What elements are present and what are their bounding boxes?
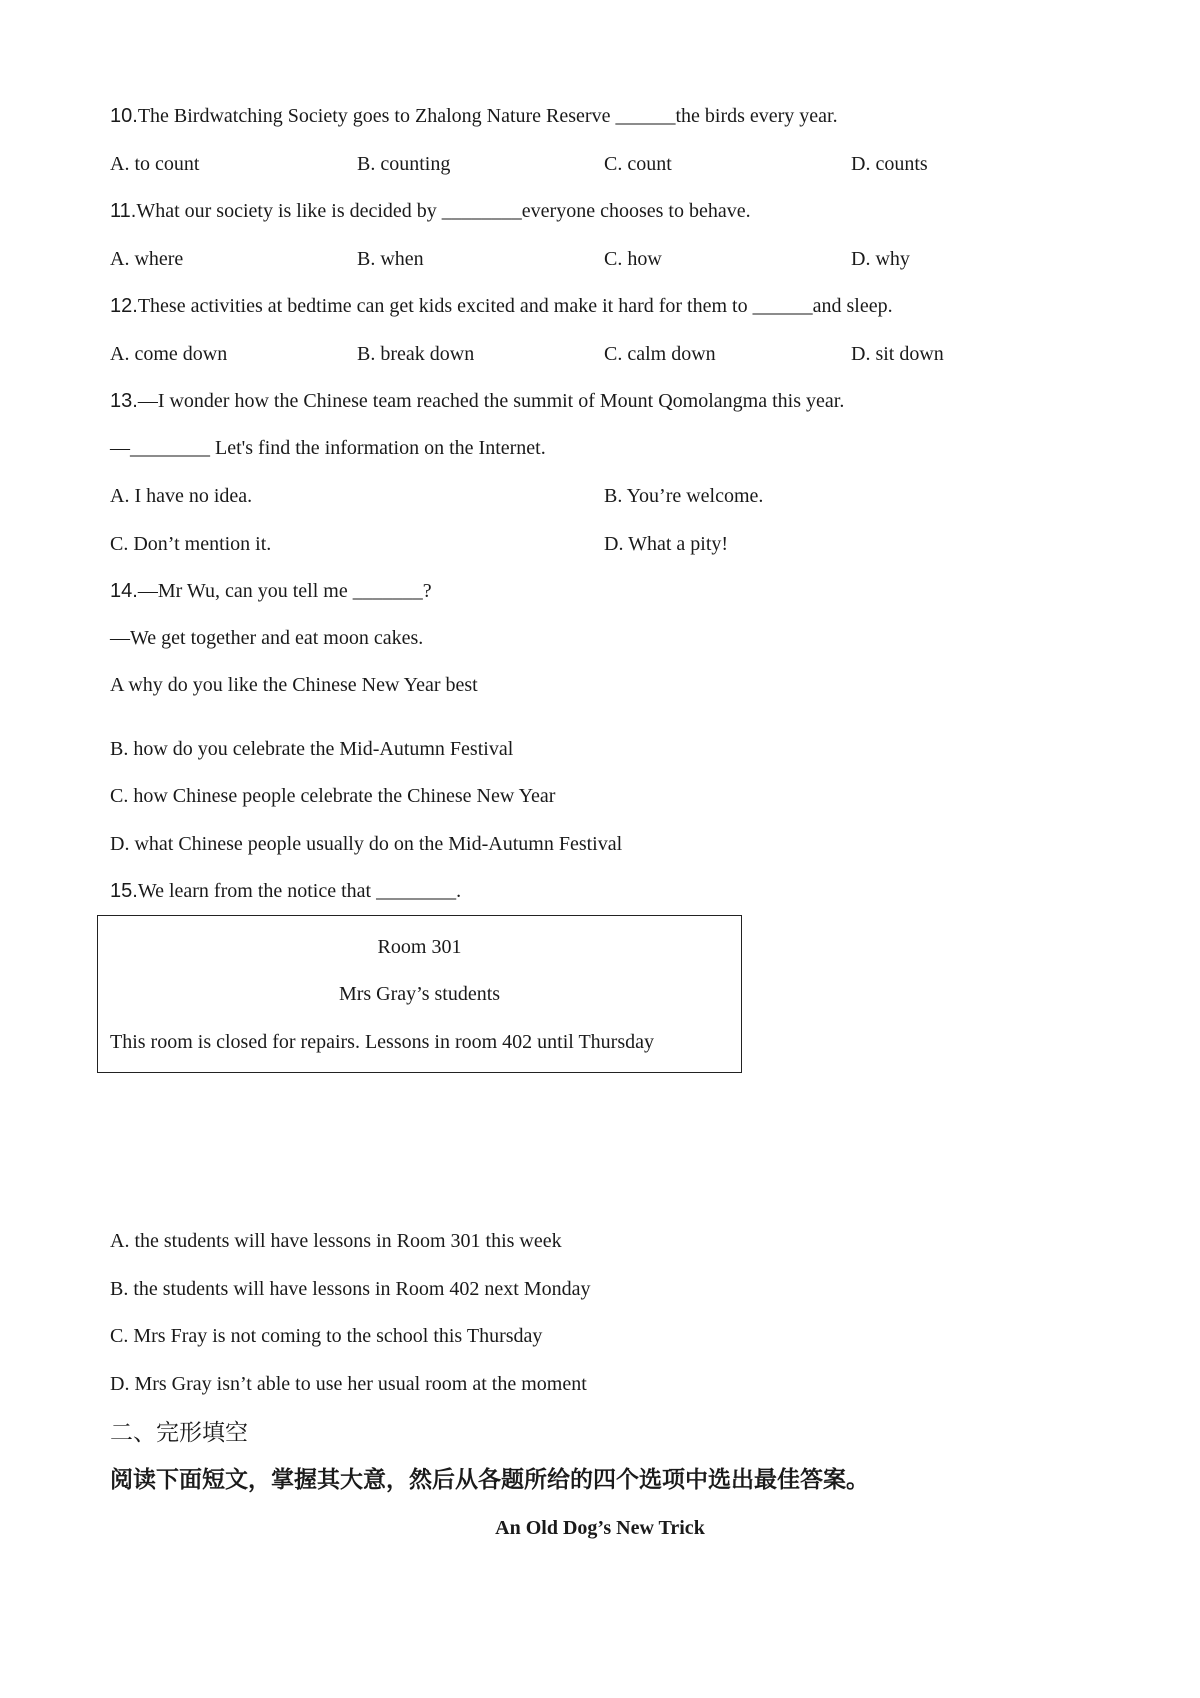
- question-number: 13.: [110, 390, 138, 412]
- option-b[interactable]: B. break down: [357, 343, 475, 365]
- option-a[interactable]: A. the students will have lessons in Room 301 this week: [110, 1230, 562, 1252]
- option-c[interactable]: C. how Chinese people celebrate the Chinese New Year: [110, 785, 556, 807]
- option-b[interactable]: B. how do you celebrate the Mid-Autumn Festival: [110, 738, 514, 760]
- question-11-stem: [110, 199, 751, 223]
- question-number: 14.: [110, 580, 138, 602]
- option-b[interactable]: B. the students will have lessons in Room 402 next Monday: [110, 1278, 591, 1300]
- question-text: We learn from the notice that ________.: [137, 880, 462, 902]
- option-a[interactable]: A why do you like the Chinese New Year best: [110, 674, 478, 696]
- option-d[interactable]: D. why: [851, 248, 910, 270]
- question-12-stem: [110, 294, 893, 318]
- option-d[interactable]: D. sit down: [851, 343, 944, 365]
- option-a[interactable]: A. I have no idea.: [110, 485, 253, 507]
- option-c[interactable]: C. Don’t mention it.: [110, 533, 272, 555]
- section-heading: 二、完形填空: [110, 1420, 248, 1446]
- question-13-stem: [110, 389, 844, 413]
- question-text: —Mr Wu, can you tell me _______?: [137, 580, 432, 602]
- question-number: 12.: [110, 295, 138, 317]
- question-text: What our society is like is decided by ________everyone chooses to behave.: [136, 200, 751, 222]
- notice-box: [97, 915, 742, 1073]
- section-instruction: 阅读下面短文，掌握其大意，然后从各题所给的四个选项中选出最佳答案。: [110, 1467, 869, 1493]
- notice-room: Room 301: [377, 936, 462, 958]
- option-c[interactable]: C. Mrs Fray is not coming to the school this Thursday: [110, 1325, 543, 1347]
- question-13-reply: —________ Let's find the information on the Internet.: [110, 437, 546, 459]
- question-14-stem: [110, 579, 432, 603]
- question-number: 11.: [110, 200, 137, 222]
- option-d[interactable]: D. What a pity!: [604, 533, 729, 555]
- option-a[interactable]: A. where: [110, 248, 184, 270]
- question-number: 10.: [110, 105, 138, 127]
- question-14-reply: —We get together and eat moon cakes.: [110, 627, 424, 649]
- option-d[interactable]: D. Mrs Gray isn’t able to use her usual room at the moment: [110, 1373, 587, 1395]
- option-c[interactable]: C. how: [604, 248, 662, 270]
- question-text: —I wonder how the Chinese team reached the summit of Mount Qomolangma this year.: [137, 390, 845, 412]
- passage-title: An Old Dog’s New Trick: [495, 1517, 705, 1539]
- question-text: The Birdwatching Society goes to Zhalong Nature Reserve ______the birds every year.: [137, 105, 838, 127]
- option-b[interactable]: B. when: [357, 248, 424, 270]
- notice-audience: Mrs Gray’s students: [338, 983, 501, 1005]
- option-a[interactable]: A. to count: [110, 153, 200, 175]
- option-c[interactable]: C. count: [604, 153, 672, 175]
- question-text: These activities at bedtime can get kids excited and make it hard for them to ______and sleep.: [137, 295, 893, 317]
- option-b[interactable]: B. You’re welcome.: [604, 485, 764, 507]
- question-15-stem: [110, 879, 461, 903]
- question-10-stem: [110, 104, 838, 128]
- option-d[interactable]: D. what Chinese people usually do on the Mid-Autumn Festival: [110, 833, 623, 855]
- option-c[interactable]: C. calm down: [604, 343, 716, 365]
- option-d[interactable]: D. counts: [851, 153, 928, 175]
- question-number: 15.: [110, 880, 138, 902]
- option-b[interactable]: B. counting: [357, 153, 451, 175]
- option-a[interactable]: A. come down: [110, 343, 228, 365]
- notice-message: This room is closed for repairs. Lessons in room 402 until Thursday: [110, 1031, 655, 1053]
